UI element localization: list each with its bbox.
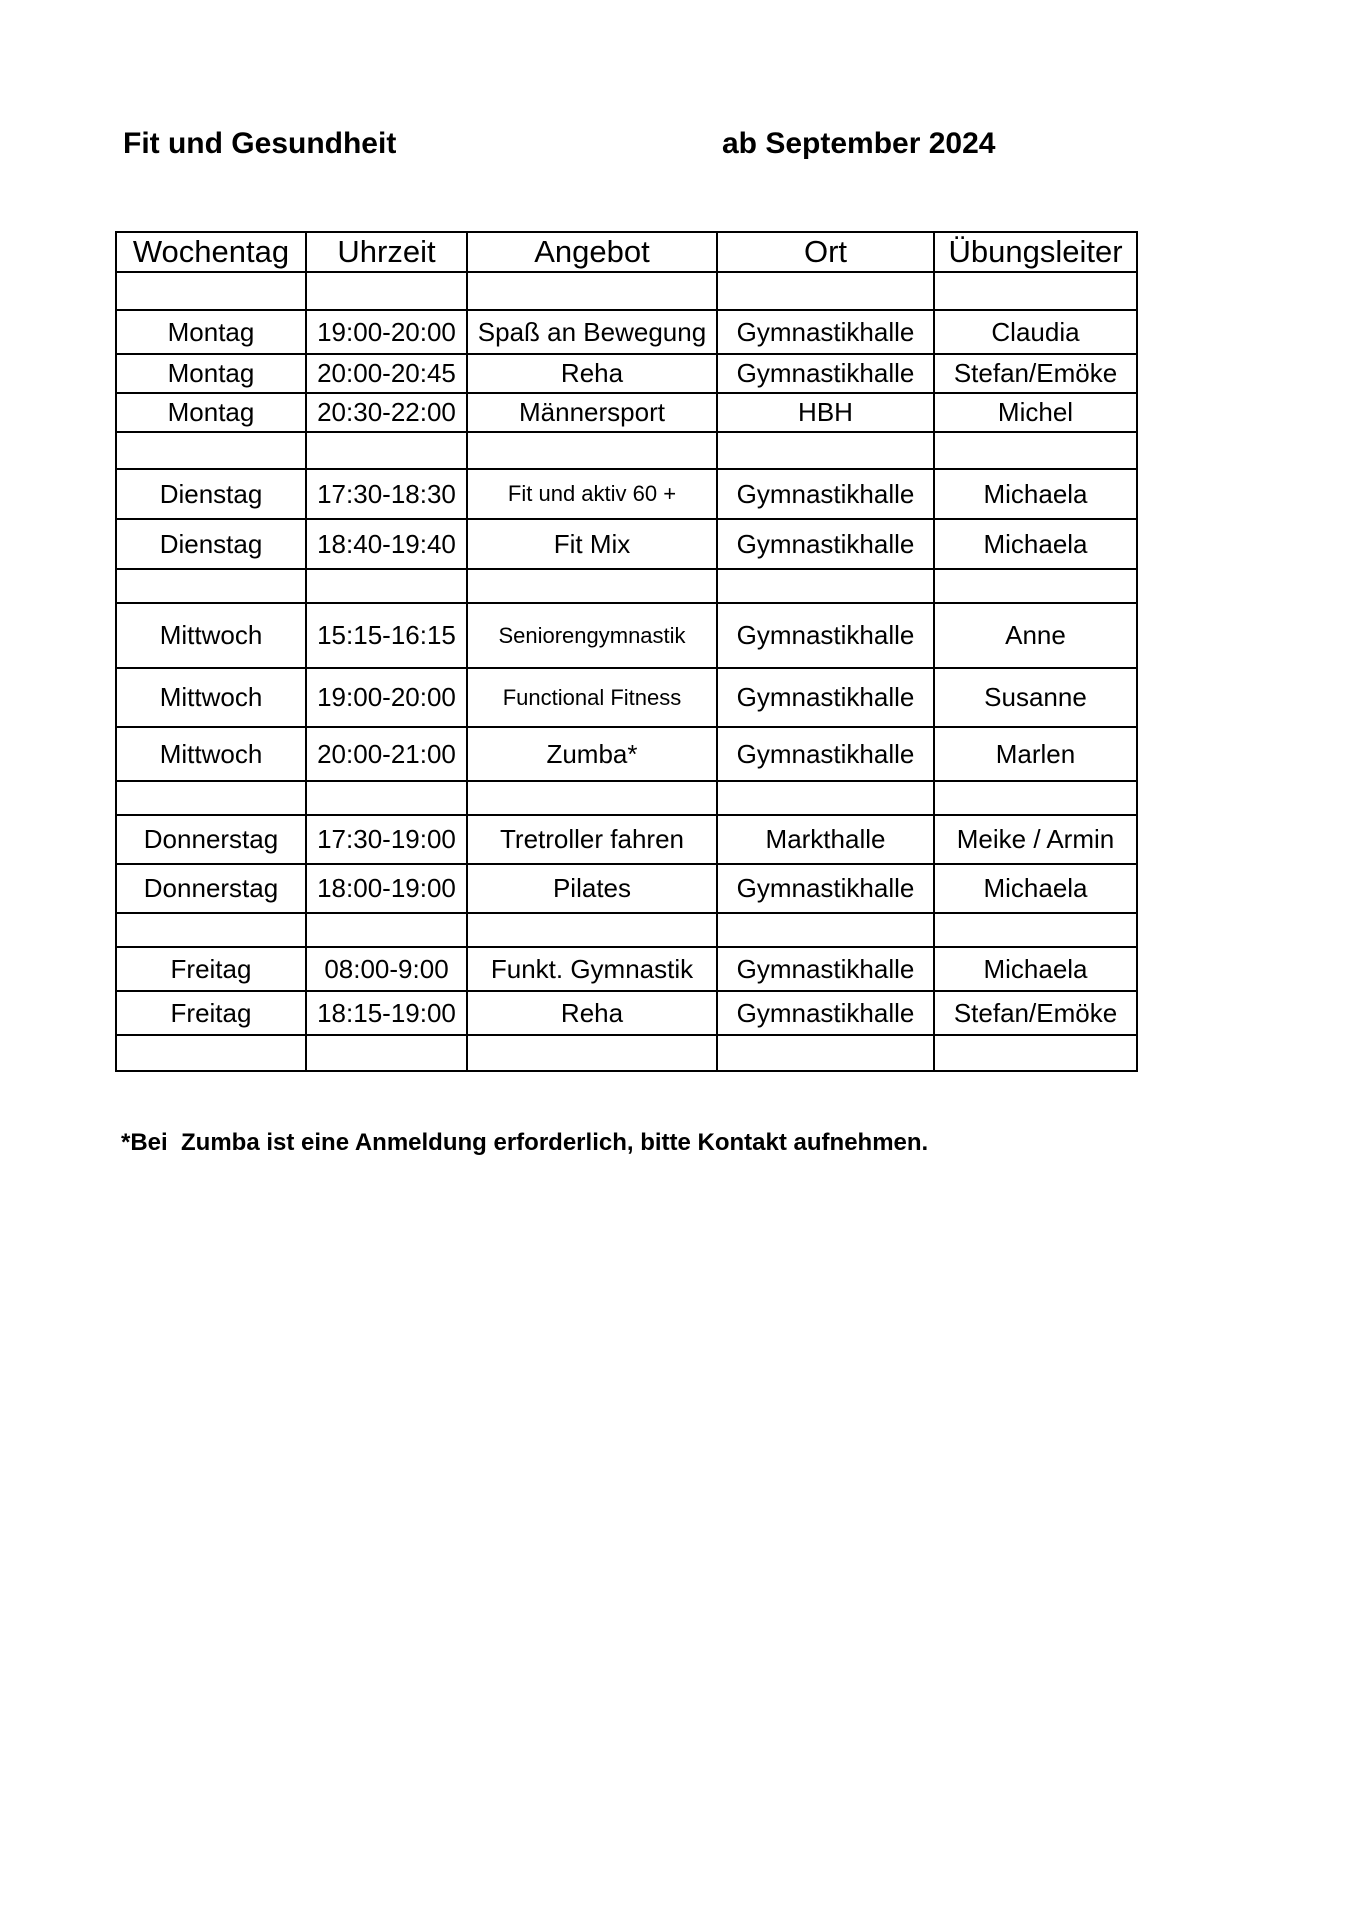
cell-uhrzeit: 19:00-20:00: [306, 668, 467, 727]
cell-angebot: [467, 272, 717, 310]
column-header-uebungsleiter: Übungsleiter: [934, 232, 1137, 272]
cell-angebot: Functional Fitness: [467, 668, 717, 727]
cell-uhrzeit: [306, 1035, 467, 1071]
cell-uebungsleiter: Susanne: [934, 668, 1137, 727]
table-row: [116, 310, 1137, 354]
cell-ort: Gymnastikhalle: [717, 469, 934, 519]
cell-angebot: Fit und aktiv 60 +: [467, 469, 717, 519]
cell-wochentag: Freitag: [116, 947, 306, 991]
footnote: *Bei Zumba ist eine Anmeldung erforderlich, bitte Kontakt aufnehmen.: [121, 1129, 929, 1156]
table-row: [116, 727, 1137, 781]
table-row: [116, 393, 1137, 432]
cell-ort: Gymnastikhalle: [717, 668, 934, 727]
cell-wochentag: [116, 272, 306, 310]
cell-wochentag: Mittwoch: [116, 668, 306, 727]
table-row: [116, 991, 1137, 1035]
table-row: [116, 603, 1137, 668]
cell-angebot: Pilates: [467, 864, 717, 913]
cell-uhrzeit: 19:00-20:00: [306, 310, 467, 354]
column-header-uhrzeit: Uhrzeit: [306, 232, 467, 272]
cell-ort: HBH: [717, 393, 934, 432]
cell-angebot: Reha: [467, 354, 717, 393]
cell-uhrzeit: 17:30-19:00: [306, 815, 467, 864]
cell-wochentag: Montag: [116, 310, 306, 354]
cell-uhrzeit: 15:15-16:15: [306, 603, 467, 668]
table-row: [116, 354, 1137, 393]
cell-uebungsleiter: Michaela: [934, 469, 1137, 519]
cell-ort: Gymnastikhalle: [717, 864, 934, 913]
cell-angebot: Männersport: [467, 393, 717, 432]
cell-uhrzeit: 20:30-22:00: [306, 393, 467, 432]
cell-wochentag: Mittwoch: [116, 603, 306, 668]
cell-ort: Gymnastikhalle: [717, 991, 934, 1035]
cell-angebot: Seniorengymnastik: [467, 603, 717, 668]
cell-uhrzeit: 18:00-19:00: [306, 864, 467, 913]
column-header-angebot: Angebot: [467, 232, 717, 272]
table-row: [116, 519, 1137, 569]
table-row: [116, 668, 1137, 727]
cell-uebungsleiter: Claudia: [934, 310, 1137, 354]
cell-ort: [717, 569, 934, 603]
cell-wochentag: [116, 913, 306, 947]
table-spacer-row: [116, 1035, 1137, 1071]
schedule-table: [115, 231, 1138, 1072]
table-spacer-row: [116, 432, 1137, 469]
cell-ort: [717, 1035, 934, 1071]
cell-wochentag: [116, 432, 306, 469]
cell-uebungsleiter: [934, 913, 1137, 947]
cell-uhrzeit: 08:00-9:00: [306, 947, 467, 991]
cell-angebot: [467, 432, 717, 469]
cell-wochentag: [116, 1035, 306, 1071]
cell-uhrzeit: 18:40-19:40: [306, 519, 467, 569]
cell-angebot: Spaß an Bewegung: [467, 310, 717, 354]
cell-uebungsleiter: [934, 432, 1137, 469]
cell-uhrzeit: 18:15-19:00: [306, 991, 467, 1035]
cell-ort: Markthalle: [717, 815, 934, 864]
cell-uebungsleiter: Michaela: [934, 519, 1137, 569]
cell-uhrzeit: [306, 913, 467, 947]
cell-uhrzeit: [306, 781, 467, 815]
cell-uhrzeit: [306, 432, 467, 469]
cell-uebungsleiter: Michaela: [934, 864, 1137, 913]
cell-uhrzeit: 20:00-21:00: [306, 727, 467, 781]
cell-wochentag: Donnerstag: [116, 815, 306, 864]
cell-uhrzeit: 17:30-18:30: [306, 469, 467, 519]
cell-wochentag: Montag: [116, 393, 306, 432]
cell-uebungsleiter: Meike / Armin: [934, 815, 1137, 864]
schedule-body: [116, 272, 1137, 1071]
cell-ort: Gymnastikhalle: [717, 947, 934, 991]
cell-wochentag: Mittwoch: [116, 727, 306, 781]
cell-uebungsleiter: Marlen: [934, 727, 1137, 781]
cell-angebot: [467, 569, 717, 603]
cell-uebungsleiter: [934, 569, 1137, 603]
cell-angebot: Reha: [467, 991, 717, 1035]
cell-wochentag: Dienstag: [116, 469, 306, 519]
cell-ort: Gymnastikhalle: [717, 519, 934, 569]
cell-angebot: Fit Mix: [467, 519, 717, 569]
cell-angebot: [467, 1035, 717, 1071]
cell-ort: Gymnastikhalle: [717, 727, 934, 781]
cell-wochentag: Freitag: [116, 991, 306, 1035]
table-row: [116, 947, 1137, 991]
column-header-ort: Ort: [717, 232, 934, 272]
table-spacer-row: [116, 781, 1137, 815]
page-title: Fit und Gesundheit: [123, 127, 397, 160]
cell-angebot: Funkt. Gymnastik: [467, 947, 717, 991]
table-row: [116, 864, 1137, 913]
cell-ort: [717, 272, 934, 310]
cell-uhrzeit: [306, 569, 467, 603]
cell-wochentag: [116, 569, 306, 603]
table-spacer-row: [116, 272, 1137, 310]
cell-ort: Gymnastikhalle: [717, 310, 934, 354]
cell-ort: Gymnastikhalle: [717, 603, 934, 668]
cell-uebungsleiter: Michaela: [934, 947, 1137, 991]
column-header-wochentag: Wochentag: [116, 232, 306, 272]
cell-uhrzeit: 20:00-20:45: [306, 354, 467, 393]
table-row: [116, 815, 1137, 864]
cell-uebungsleiter: [934, 1035, 1137, 1071]
cell-ort: Gymnastikhalle: [717, 354, 934, 393]
cell-uebungsleiter: Anne: [934, 603, 1137, 668]
cell-angebot: Zumba*: [467, 727, 717, 781]
table-spacer-row: [116, 913, 1137, 947]
schedule-date: ab September 2024: [722, 127, 996, 160]
cell-uebungsleiter: [934, 781, 1137, 815]
cell-uebungsleiter: [934, 272, 1137, 310]
cell-wochentag: Montag: [116, 354, 306, 393]
cell-uebungsleiter: Michel: [934, 393, 1137, 432]
table-row: [116, 469, 1137, 519]
cell-ort: [717, 913, 934, 947]
cell-uebungsleiter: Stefan/Emöke: [934, 991, 1137, 1035]
cell-wochentag: [116, 781, 306, 815]
cell-wochentag: Dienstag: [116, 519, 306, 569]
table-header-row: [116, 232, 1137, 272]
cell-ort: [717, 781, 934, 815]
cell-wochentag: Donnerstag: [116, 864, 306, 913]
table-spacer-row: [116, 569, 1137, 603]
cell-angebot: [467, 781, 717, 815]
cell-uhrzeit: [306, 272, 467, 310]
cell-ort: [717, 432, 934, 469]
cell-uebungsleiter: Stefan/Emöke: [934, 354, 1137, 393]
cell-angebot: Tretroller fahren: [467, 815, 717, 864]
cell-angebot: [467, 913, 717, 947]
